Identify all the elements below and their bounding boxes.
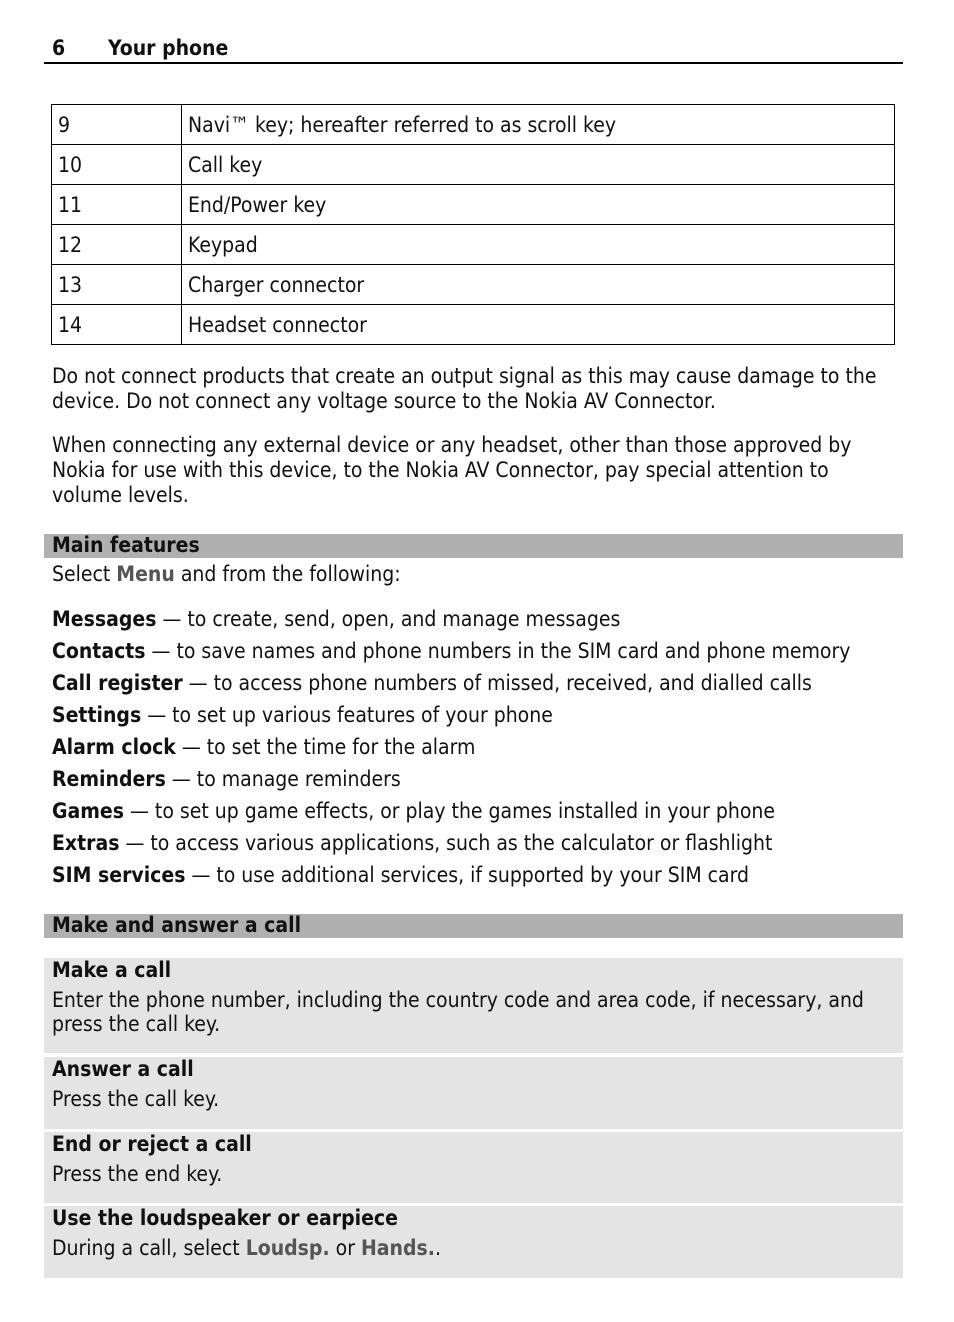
feature-name: Contacts (52, 639, 146, 663)
feature-item (52, 828, 902, 860)
feature-desc: — to access various applications, such as the calculator or flashlight (119, 831, 773, 855)
handset-option: Hands. (360, 1236, 435, 1260)
table-row (52, 185, 895, 225)
feature-name: Games (52, 799, 125, 823)
feature-desc: — to set up game effects, or play the games installed in your phone (124, 799, 775, 823)
key-description: Keypad (182, 225, 895, 265)
key-description: Navi™ key; hereafter referred to as scroll key (182, 105, 895, 145)
select-suffix: and from the following: (174, 562, 401, 586)
feature-desc: — to use additional services, if supported by your SIM card (185, 863, 750, 887)
key-number: 9 (52, 105, 182, 145)
key-number: 10 (52, 145, 182, 185)
feature-name: Alarm clock (52, 735, 176, 759)
end-call-box (44, 1132, 903, 1203)
box-body: Press the end key. (52, 1162, 223, 1186)
key-number: 14 (52, 305, 182, 345)
section-heading-make-answer-call (44, 914, 903, 938)
feature-item (52, 604, 902, 636)
warning-paragraph-1: Do not connect products that create an output signal as this may cause damage to the device. Do not connect any voltage source to the Nokia AV Connector. (52, 364, 877, 413)
key-description: Call key (182, 145, 895, 185)
body-prefix: During a call, select (52, 1236, 246, 1260)
table-row (52, 225, 895, 265)
key-description: Charger connector (182, 265, 895, 305)
feature-item (52, 636, 902, 668)
feature-item (52, 764, 902, 796)
key-description: Headset connector (182, 305, 895, 345)
loudspeaker-box (44, 1206, 903, 1278)
loudspeaker-option: Loudsp. (245, 1236, 330, 1260)
section-heading-text: Make and answer a call (52, 913, 302, 937)
section-heading-main-features (44, 534, 903, 558)
feature-item (52, 668, 902, 700)
key-description: End/Power key (182, 185, 895, 225)
feature-desc: — to create, send, open, and manage messages (156, 607, 621, 631)
feature-name: Call register (52, 671, 183, 695)
box-title: Use the loudspeaker or earpiece (52, 1206, 398, 1230)
table-row (52, 145, 895, 185)
table-row (52, 105, 895, 145)
feature-name: Messages (52, 607, 157, 631)
body-suffix: . (434, 1236, 441, 1260)
box-body: Enter the phone number, including the country code and area code, if necessary, and press the call key. (52, 988, 864, 1036)
feature-desc: — to set up various features of your phone (141, 703, 553, 727)
keys-table (51, 104, 895, 345)
select-prefix: Select (52, 562, 117, 586)
feature-name: SIM services (52, 863, 186, 887)
feature-item (52, 860, 902, 892)
page-header (44, 34, 903, 64)
feature-item (52, 700, 902, 732)
feature-desc: — to manage reminders (165, 767, 401, 791)
box-body: Press the call key. (52, 1087, 220, 1111)
feature-name: Extras (52, 831, 120, 855)
box-title: Make a call (52, 958, 172, 982)
feature-name: Reminders (52, 767, 166, 791)
feature-desc: — to set the time for the alarm (175, 735, 476, 759)
key-number: 13 (52, 265, 182, 305)
table-row (52, 305, 895, 345)
key-number: 12 (52, 225, 182, 265)
chapter-title: Your phone (108, 36, 229, 60)
make-call-box (44, 958, 903, 1053)
feature-item (52, 796, 902, 828)
box-body (52, 1236, 897, 1260)
feature-list (52, 604, 902, 892)
feature-name: Settings (52, 703, 142, 727)
box-title: Answer a call (52, 1057, 194, 1081)
body-mid: or (329, 1236, 361, 1260)
answer-call-box (44, 1057, 903, 1129)
table-row (52, 265, 895, 305)
page-number: 6 (52, 36, 66, 60)
section-heading-text: Main features (52, 533, 200, 557)
feature-desc: — to save names and phone numbers in the SIM card and phone memory (145, 639, 851, 663)
box-title: End or reject a call (52, 1132, 252, 1156)
feature-desc: — to access phone numbers of missed, received, and dialled calls (182, 671, 812, 695)
feature-item (52, 732, 902, 764)
warning-paragraph-2: When connecting any external device or any headset, other than those approved by Nokia for use with this device, to the Nokia AV Connector, pay special attention to volume levels. (52, 433, 852, 507)
key-number: 11 (52, 185, 182, 225)
select-menu-line (52, 562, 401, 586)
menu-keyword: Menu (116, 562, 175, 586)
